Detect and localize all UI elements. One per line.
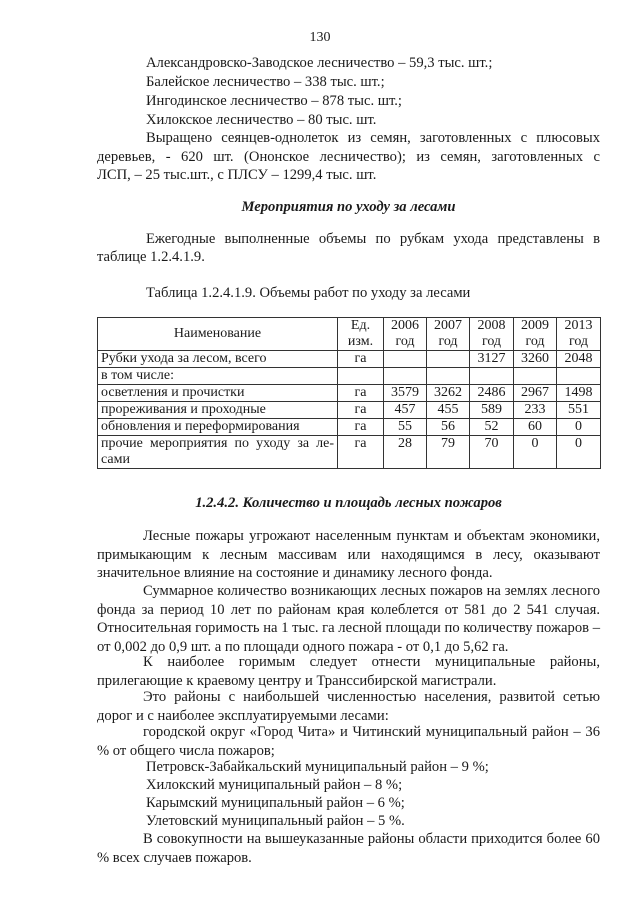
cell-value bbox=[557, 368, 601, 385]
row-name: осветления и прочистки bbox=[98, 385, 338, 402]
cell-value: 55 bbox=[384, 419, 427, 436]
cell-value bbox=[427, 351, 470, 368]
cell-value: 28 bbox=[384, 436, 427, 469]
cell-value: 0 bbox=[557, 419, 601, 436]
header-year: 2008 год bbox=[470, 318, 514, 351]
cell-value: 60 bbox=[514, 419, 557, 436]
page-number: 130 bbox=[309, 30, 331, 45]
header-year: 2009 год bbox=[514, 318, 557, 351]
row-name: обновления и переформирования bbox=[98, 419, 338, 436]
paragraph-line: Выращено сеянцев-однолеток из семян, заготовленных с плюсовых bbox=[146, 130, 600, 146]
cell-value: 0 bbox=[557, 436, 601, 469]
cell-value: 3579 bbox=[384, 385, 427, 402]
list-item: Хилокский муниципальный район – 8 %; bbox=[146, 777, 403, 793]
row-unit bbox=[338, 368, 384, 385]
cell-value: 3260 bbox=[514, 351, 557, 368]
cell-value: 70 bbox=[470, 436, 514, 469]
cell-value: 3127 bbox=[470, 351, 514, 368]
row-name: прореживания и проходные bbox=[98, 402, 338, 419]
row-name: прочие мероприятия по уходу за ле- сами bbox=[98, 436, 338, 469]
paragraph: Суммарное количество возникающих лесных пожаров на землях лесного фонда за период 10 лет по районам края колеблется от 581 до 2 541 случая. Относительная горимость на 1 тыс. га лесной площади по количеству пожаров – от 0,002 до 0,9 шт. а по площади одного пожара - от 0,1 до 5,62 га. bbox=[97, 583, 600, 655]
list-item: Ингодинское лесничество – 878 тыс. шт.; bbox=[146, 93, 402, 109]
row-unit: га bbox=[338, 436, 384, 469]
table-row bbox=[98, 436, 601, 469]
table-header-row bbox=[98, 318, 601, 351]
paragraph: В совокупности на вышеуказанные районы области приходится более 60 % всех случаев пожаров. bbox=[97, 831, 600, 866]
table-row bbox=[98, 402, 601, 419]
paragraph-line: таблице 1.2.4.1.9. bbox=[97, 249, 205, 265]
cell-value: 2967 bbox=[514, 385, 557, 402]
row-unit: га bbox=[338, 402, 384, 419]
cell-value bbox=[384, 351, 427, 368]
section-heading: Мероприятия по уходу за лесами bbox=[241, 199, 456, 215]
table-row bbox=[98, 419, 601, 436]
list-item: Хилокское лесничество – 80 тыс. шт. bbox=[146, 112, 377, 128]
table-row bbox=[98, 351, 601, 368]
table-caption: Таблица 1.2.4.1.9. Объемы работ по уходу за лесами bbox=[146, 285, 471, 301]
paragraph: К наиболее горимым следует отнести муниципальные районы, прилегающие к краевому центру и Транссибирской магистрали. bbox=[97, 654, 600, 689]
cell-value bbox=[427, 368, 470, 385]
paragraph-line: Ежегодные выполненные объемы по рубкам ухода представлены в bbox=[146, 231, 600, 247]
header-year: 2013 год bbox=[557, 318, 601, 351]
list-item: Александровско-Заводское лесничество – 59,3 тыс. шт.; bbox=[146, 55, 493, 71]
row-unit: га bbox=[338, 385, 384, 402]
list-item: Карымский муниципальный район – 6 %; bbox=[146, 795, 405, 811]
paragraph-line: деревьев, - 620 шт. (Ононское лесничество); из семян, заготовленных с bbox=[97, 149, 600, 165]
cell-value: 589 bbox=[470, 402, 514, 419]
fires-heading: 1.2.4.2. Количество и площадь лесных пожаров bbox=[195, 495, 502, 511]
cell-value bbox=[470, 368, 514, 385]
row-name: в том числе: bbox=[98, 368, 338, 385]
cell-value bbox=[514, 368, 557, 385]
row-unit: га bbox=[338, 419, 384, 436]
header-year: 2007 год bbox=[427, 318, 470, 351]
works-table bbox=[97, 317, 601, 469]
table-row bbox=[98, 368, 601, 385]
cell-value: 52 bbox=[470, 419, 514, 436]
cell-value: 0 bbox=[514, 436, 557, 469]
cell-value: 2486 bbox=[470, 385, 514, 402]
paragraph-line: ЛСП, – 25 тыс.шт., с ПЛСУ – 1299,4 тыс. шт. bbox=[97, 167, 377, 183]
row-name: Рубки ухода за лесом, всего bbox=[98, 351, 338, 368]
header-name: Наименование bbox=[98, 318, 338, 351]
paragraph: Лесные пожары угрожают населенным пунктам и объектам экономики, примыкающим к лесным массивам или находящимся в лесу, оказывают значительное влияние на состояние и динамику лесного фонда. bbox=[97, 528, 600, 581]
cell-value bbox=[384, 368, 427, 385]
list-item: Петровск-Забайкальский муниципальный район – 9 %; bbox=[146, 759, 489, 775]
list-item: Улетовский муниципальный район – 5 %. bbox=[146, 813, 405, 829]
cell-value: 457 bbox=[384, 402, 427, 419]
list-item: Балейское лесничество – 338 тыс. шт.; bbox=[146, 74, 385, 90]
header-year: 2006 год bbox=[384, 318, 427, 351]
cell-value: 455 bbox=[427, 402, 470, 419]
cell-value: 551 bbox=[557, 402, 601, 419]
cell-value: 2048 bbox=[557, 351, 601, 368]
header-unit: Ед. изм. bbox=[338, 318, 384, 351]
cell-value: 3262 bbox=[427, 385, 470, 402]
cell-value: 79 bbox=[427, 436, 470, 469]
table-row bbox=[98, 385, 601, 402]
paragraph: Это районы с наибольшей численностью населения, развитой сетью дорог и с наиболее эксплуатируемыми лесами: bbox=[97, 689, 600, 724]
cell-value: 233 bbox=[514, 402, 557, 419]
cell-value: 56 bbox=[427, 419, 470, 436]
row-unit: га bbox=[338, 351, 384, 368]
paragraph: городской округ «Город Чита» и Читинский муниципальный район – 36 % от общего числа пожаров; bbox=[97, 724, 600, 759]
cell-value: 1498 bbox=[557, 385, 601, 402]
